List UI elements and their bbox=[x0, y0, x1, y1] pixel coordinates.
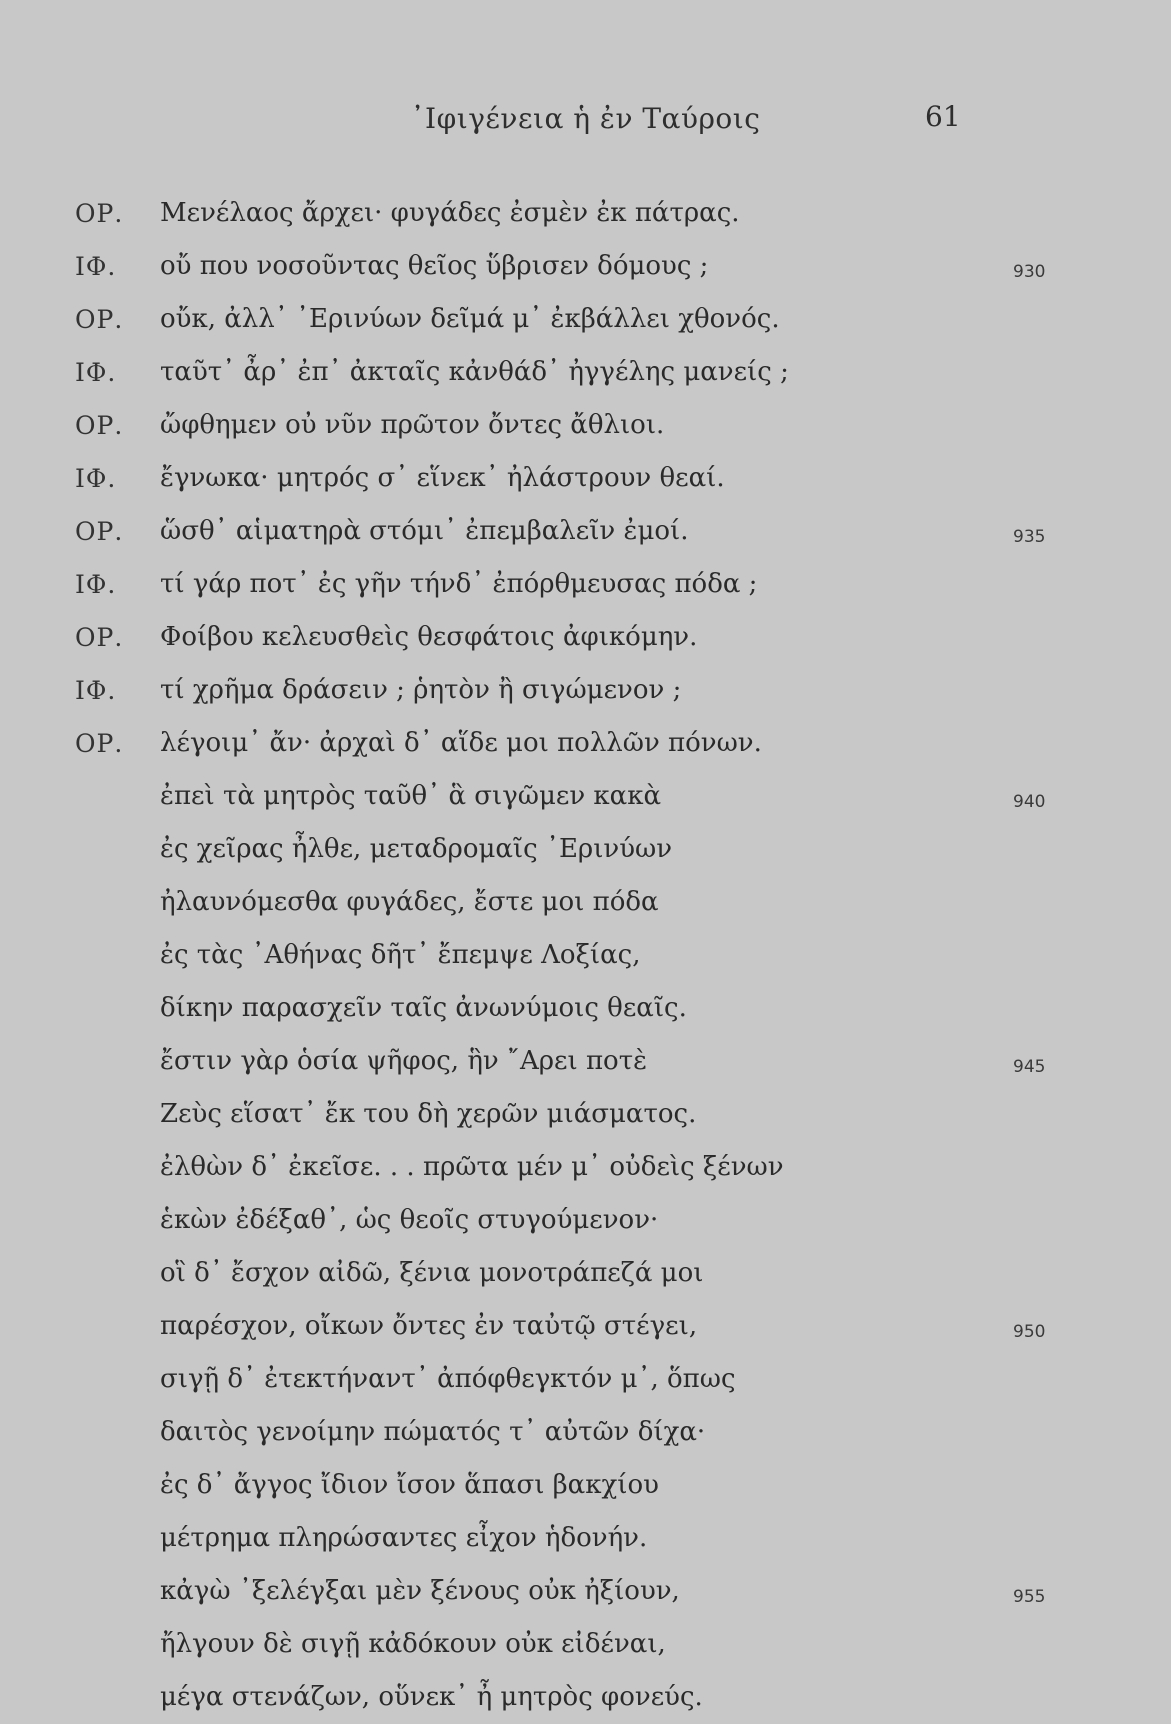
verse-line bbox=[0, 505, 1171, 558]
verse-text-line: ἐπεὶ τὰ μητρὸς ταῦθ᾽ ἃ σιγῶμεν κακὰ bbox=[160, 781, 662, 811]
verse-line bbox=[0, 1300, 1171, 1353]
running-title: ᾽Ιφιγένεια ἡ ἐν Ταύροις bbox=[410, 102, 761, 135]
verse-line bbox=[0, 1088, 1171, 1141]
speaker-label: ΟΡ. bbox=[75, 411, 124, 440]
verse-line bbox=[0, 929, 1171, 982]
verse-line bbox=[0, 1247, 1171, 1300]
line-number: 935 bbox=[1013, 527, 1046, 547]
verse-text-line: ἔστιν γὰρ ὁσία ψῆφος, ἣν ῎Αρει ποτὲ bbox=[160, 1046, 648, 1076]
verse-line bbox=[0, 399, 1171, 452]
speaker-label: ΙΦ. bbox=[75, 252, 117, 281]
verse-line bbox=[0, 823, 1171, 876]
verse-line bbox=[0, 1565, 1171, 1618]
verse-text-line: ἐς δ᾽ ἄγγος ἴδιον ἴσον ἅπασι βακχίου bbox=[160, 1470, 659, 1500]
verse-line bbox=[0, 664, 1171, 717]
speaker-label: ΙΦ. bbox=[75, 570, 117, 599]
speaker-label: ΙΦ. bbox=[75, 358, 117, 387]
verse-text-line: Μενέλαος ἄρχει· φυγάδες ἐσμὲν ἐκ πάτρας. bbox=[160, 198, 740, 228]
verse-text-line: δαιτὸς γενοίμην πώματός τ᾽ αὐτῶν δίχα· bbox=[160, 1417, 706, 1447]
line-number: 930 bbox=[1013, 262, 1046, 282]
verse-text-line: ἔγνωκα· μητρός σ᾽ εἵνεκ᾽ ἠλάστρουν θεαί. bbox=[160, 463, 725, 493]
verse-line bbox=[0, 1459, 1171, 1512]
verse-text-line: τί γάρ ποτ᾽ ἐς γῆν τήνδ᾽ ἐπόρθμευσας πόδα ; bbox=[160, 569, 758, 599]
verse-line bbox=[0, 346, 1171, 399]
verse-line bbox=[0, 770, 1171, 823]
verse-line bbox=[0, 1353, 1171, 1406]
verse-line bbox=[0, 452, 1171, 505]
verse-line bbox=[0, 293, 1171, 346]
verse-line bbox=[0, 1512, 1171, 1565]
verse-line bbox=[0, 1035, 1171, 1088]
verse-line bbox=[0, 876, 1171, 929]
verse-text-line: ἑκὼν ἐδέξαθ᾽, ὡς θεοῖς στυγούμενον· bbox=[160, 1205, 659, 1235]
speaker-label: ΟΡ. bbox=[75, 623, 124, 652]
line-number: 945 bbox=[1013, 1057, 1046, 1077]
verse-text-line: ἠλαυνόμεσθα φυγάδες, ἔστε μοι πόδα bbox=[160, 887, 659, 917]
verse-text-line: Φοίβου κελευσθεὶς θεσφάτοις ἀφικόμην. bbox=[160, 622, 698, 652]
verse-text-line: μέτρημα πληρώσαντες εἶχον ἡδονήν. bbox=[160, 1523, 648, 1553]
verse-text-line: ὥσθ᾽ αἱματηρὰ στόμι᾽ ἐπεμβαλεῖν ἐμοί. bbox=[160, 516, 689, 546]
verse-text-line: Ζεὺς εἵσατ᾽ ἔκ του δὴ χερῶν μιάσματος. bbox=[160, 1099, 697, 1129]
line-number: 940 bbox=[1013, 792, 1046, 812]
verse-text-line: σιγῇ δ᾽ ἐτεκτήναντ᾽ ἀπόφθεγκτόν μ᾽, ὅπως bbox=[160, 1364, 736, 1394]
verse-text-line: τί χρῆμα δράσειν ; ῥητὸν ἢ σιγώμενον ; bbox=[160, 675, 682, 705]
verse-line bbox=[0, 982, 1171, 1035]
page-number: 61 bbox=[925, 100, 961, 133]
speaker-label: ΟΡ. bbox=[75, 305, 124, 334]
verse-text-line: ἐς χεῖρας ἦλθε, μεταδρομαῖς ᾽Ερινύων bbox=[160, 834, 673, 864]
verse-line bbox=[0, 1406, 1171, 1459]
verse-text-line: οὔκ, ἀλλ᾽ ᾽Ερινύων δεῖμά μ᾽ ἐκβάλλει χθονός. bbox=[160, 304, 780, 334]
verse-line bbox=[0, 240, 1171, 293]
verse-text-line: οἳ δ᾽ ἔσχον αἰδῶ, ξένια μονοτράπεζά μοι bbox=[160, 1258, 704, 1288]
verse-text-line: ὤφθημεν οὐ νῦν πρῶτον ὄντες ἄθλιοι. bbox=[160, 410, 665, 440]
verse-text bbox=[0, 187, 1171, 1724]
verse-line bbox=[0, 1194, 1171, 1247]
verse-line bbox=[0, 1141, 1171, 1194]
line-number: 950 bbox=[1013, 1322, 1046, 1342]
speaker-label: ΟΡ. bbox=[75, 517, 124, 546]
speaker-label: ΟΡ. bbox=[75, 199, 124, 228]
speaker-label: ΙΦ. bbox=[75, 464, 117, 493]
verse-line bbox=[0, 1618, 1171, 1671]
verse-line bbox=[0, 717, 1171, 770]
verse-text-line: παρέσχον, οἴκων ὄντες ἐν ταὐτῷ στέγει, bbox=[160, 1311, 698, 1341]
verse-line bbox=[0, 558, 1171, 611]
verse-text-line: λέγοιμ᾽ ἄν· ἀρχαὶ δ᾽ αἵδε μοι πολλῶν πόνων. bbox=[160, 728, 762, 758]
line-number: 955 bbox=[1013, 1587, 1046, 1607]
verse-text-line: κἀγὼ ᾽ξελέγξαι μὲν ξένους οὐκ ἠξίουν, bbox=[160, 1576, 680, 1606]
verse-line bbox=[0, 1671, 1171, 1724]
speaker-label: ΙΦ. bbox=[75, 676, 117, 705]
verse-text-line: δίκην παρασχεῖν ταῖς ἀνωνύμοις θεαῖς. bbox=[160, 993, 687, 1023]
verse-text-line: οὔ που νοσοῦντας θεῖος ὕβρισεν δόμους ; bbox=[160, 251, 709, 281]
verse-text-line: μέγα στενάζων, οὕνεκ᾽ ἦ μητρὸς φονεύς. bbox=[160, 1682, 703, 1712]
verse-line bbox=[0, 611, 1171, 664]
verse-text-line: ἤλγουν δὲ σιγῇ κἀδόκουν οὐκ εἰδέναι, bbox=[160, 1629, 666, 1659]
verse-text-line: ταῦτ᾽ ἆρ᾽ ἐπ᾽ ἀκταῖς κἀνθάδ᾽ ἠγγέλης μανείς ; bbox=[160, 357, 789, 387]
verse-text-line: ἐλθὼν δ᾽ ἐκεῖσε. . . πρῶτα μέν μ᾽ οὐδεὶς ξένων bbox=[160, 1152, 784, 1182]
verse-line bbox=[0, 187, 1171, 240]
speaker-label: ΟΡ. bbox=[75, 729, 124, 758]
verse-text-line: ἐς τὰς ᾽Αθήνας δῆτ᾽ ἔπεμψε Λοξίας, bbox=[160, 940, 641, 970]
